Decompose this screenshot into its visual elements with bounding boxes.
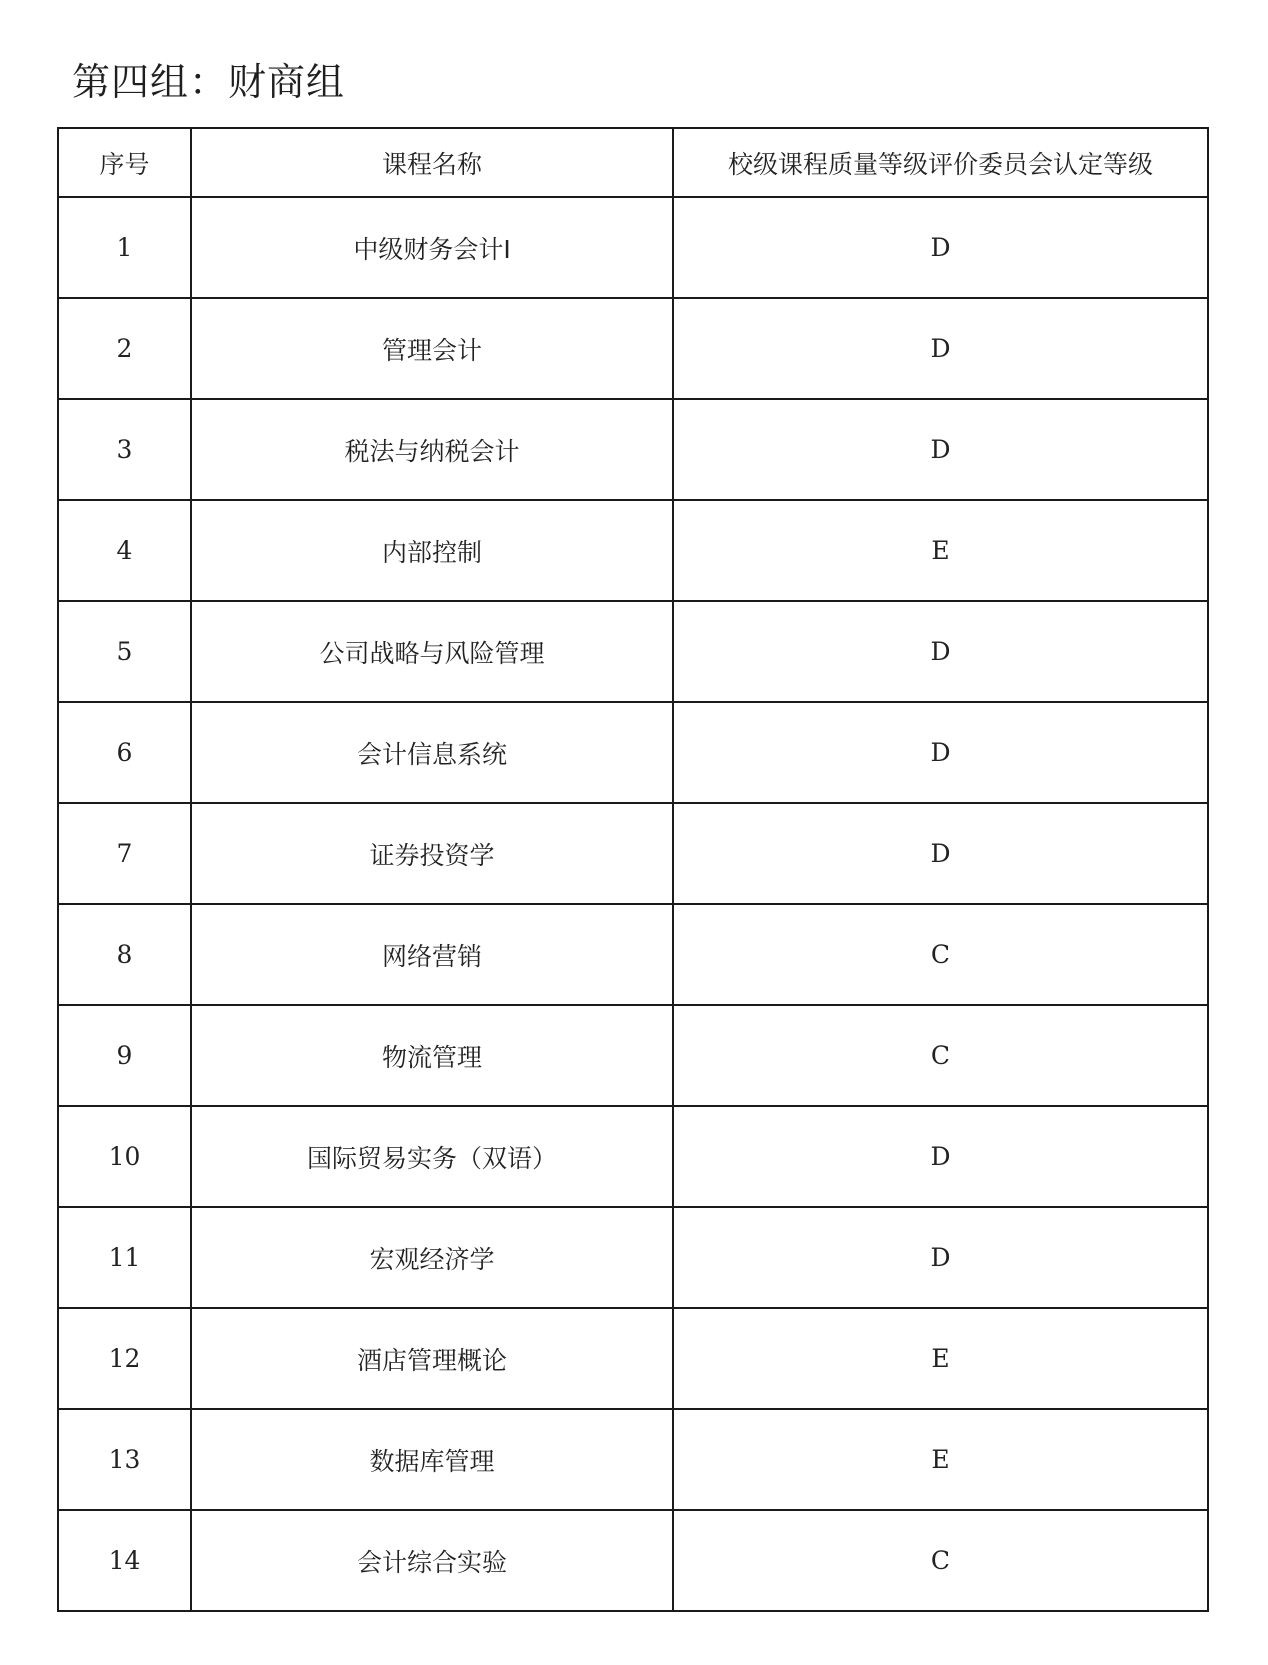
grade-cell: D (673, 399, 1208, 500)
serial-number-cell: 3 (58, 399, 191, 500)
course-name-cell: 物流管理 (191, 1005, 673, 1106)
table-row (58, 702, 1208, 803)
table-row (58, 1005, 1208, 1106)
grade-cell: D (673, 702, 1208, 803)
header-course-name: 课程名称 (191, 128, 673, 197)
grade-cell: D (673, 1106, 1208, 1207)
serial-number-cell: 6 (58, 702, 191, 803)
course-name-cell: 酒店管理概论 (191, 1308, 673, 1409)
serial-number-cell: 12 (58, 1308, 191, 1409)
grade-cell: C (673, 1005, 1208, 1106)
course-name-cell: 数据库管理 (191, 1409, 673, 1510)
serial-number-cell: 11 (58, 1207, 191, 1308)
grade-cell: E (673, 1308, 1208, 1409)
course-name-cell: 国际贸易实务（双语） (191, 1106, 673, 1207)
course-name-cell: 网络营销 (191, 904, 673, 1005)
grade-cell: D (673, 601, 1208, 702)
table-row (58, 1510, 1208, 1611)
serial-number-cell: 9 (58, 1005, 191, 1106)
serial-number-cell: 5 (58, 601, 191, 702)
course-name-cell: 会计信息系统 (191, 702, 673, 803)
page-title: 第四组：财商组 (72, 60, 346, 104)
course-name-cell: 中级财务会计Ⅰ (191, 197, 673, 298)
serial-number-cell: 1 (58, 197, 191, 298)
course-grade-table (57, 127, 1209, 1612)
table-row (58, 1409, 1208, 1510)
course-name-cell: 宏观经济学 (191, 1207, 673, 1308)
serial-number-cell: 14 (58, 1510, 191, 1611)
table-row (58, 298, 1208, 399)
grade-cell: E (673, 500, 1208, 601)
course-name-cell: 税法与纳税会计 (191, 399, 673, 500)
grade-cell: D (673, 197, 1208, 298)
grade-cell: D (673, 298, 1208, 399)
grade-cell: D (673, 803, 1208, 904)
grade-cell: E (673, 1409, 1208, 1510)
header-serial-number: 序号 (58, 128, 191, 197)
course-name-cell: 公司战略与风险管理 (191, 601, 673, 702)
serial-number-cell: 7 (58, 803, 191, 904)
grade-cell: C (673, 904, 1208, 1005)
course-name-cell: 证券投资学 (191, 803, 673, 904)
table-row (58, 601, 1208, 702)
table-row (58, 500, 1208, 601)
table-row (58, 197, 1208, 298)
grade-cell: C (673, 1510, 1208, 1611)
header-grade: 校级课程质量等级评价委员会认定等级 (673, 128, 1208, 197)
table-row (58, 1308, 1208, 1409)
course-name-cell: 管理会计 (191, 298, 673, 399)
serial-number-cell: 13 (58, 1409, 191, 1510)
course-name-cell: 内部控制 (191, 500, 673, 601)
table-header-row (58, 128, 1208, 197)
serial-number-cell: 10 (58, 1106, 191, 1207)
serial-number-cell: 8 (58, 904, 191, 1005)
table-row (58, 399, 1208, 500)
table-row (58, 904, 1208, 1005)
table-row (58, 1106, 1208, 1207)
table-row (58, 803, 1208, 904)
serial-number-cell: 4 (58, 500, 191, 601)
serial-number-cell: 2 (58, 298, 191, 399)
table-row (58, 1207, 1208, 1308)
grade-cell: D (673, 1207, 1208, 1308)
course-name-cell: 会计综合实验 (191, 1510, 673, 1611)
